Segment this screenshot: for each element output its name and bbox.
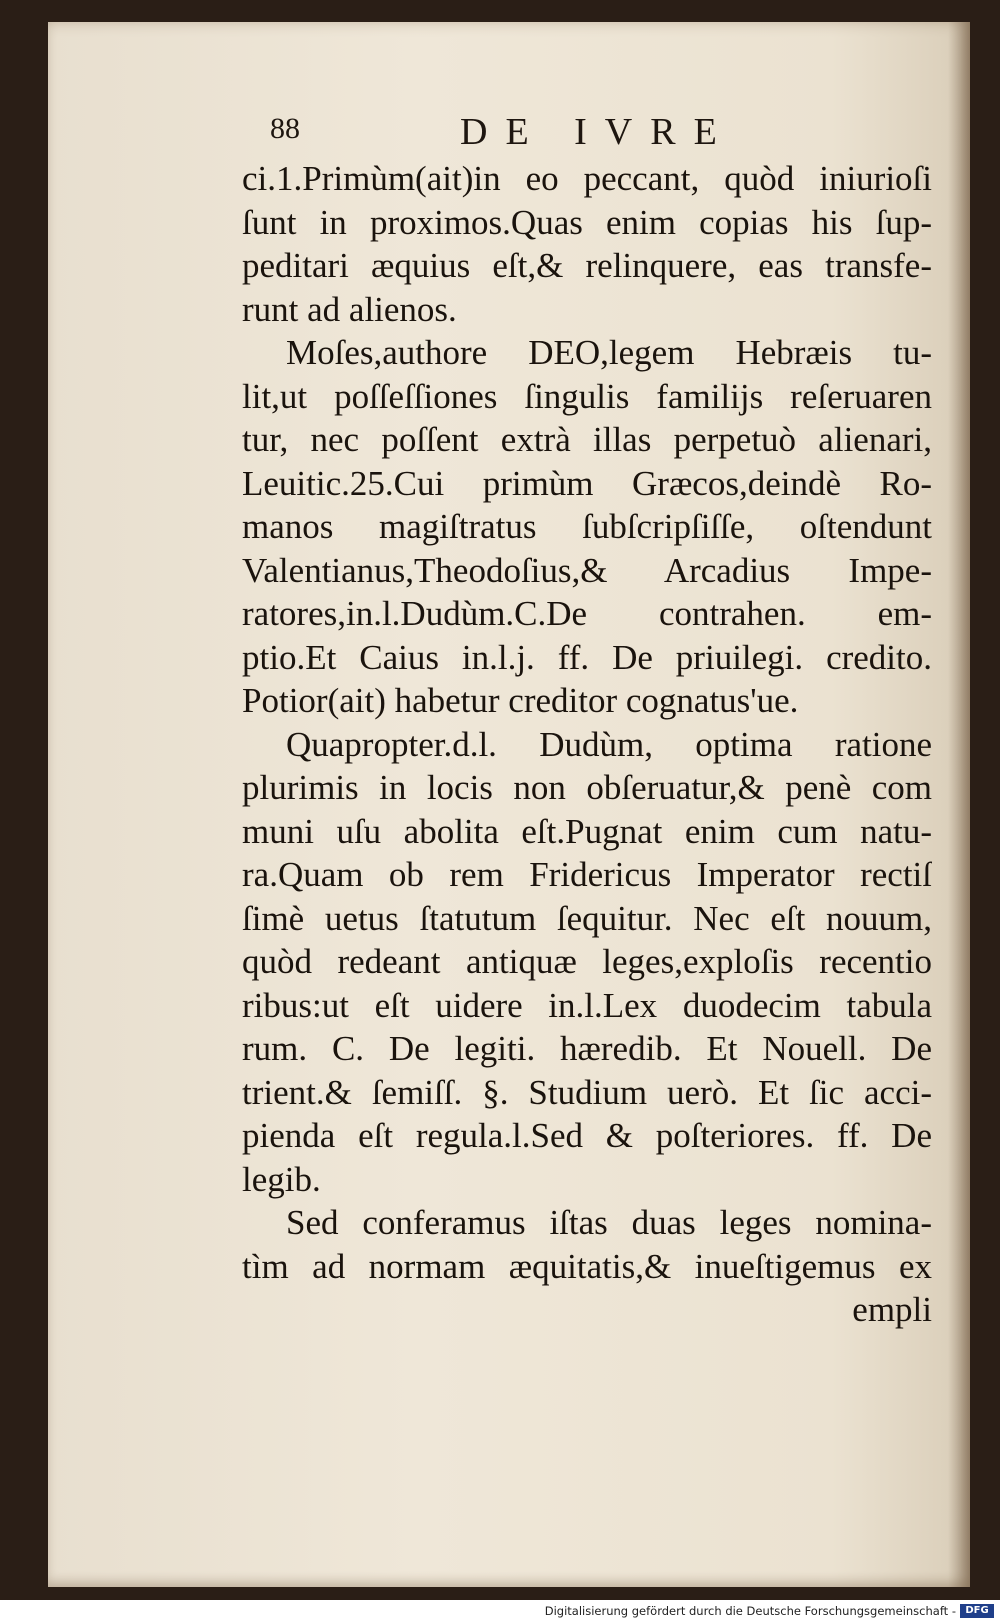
text-line: tìm ad normam æquitatis,& inueſtigemus ex	[242, 1246, 932, 1286]
text-line: tur, nec poſſent extrà illas perpetuò alienari,	[242, 420, 932, 459]
text-line: legib.	[242, 1159, 321, 1199]
text-line: Valentianus,Theodoſius,& Arcadius Impe-	[242, 550, 932, 590]
text-line: Leuitic.25.Cui primùm Græcos,deindè Ro-	[242, 463, 932, 503]
dfg-logo-icon: DFG	[960, 1604, 994, 1618]
funding-credit: Digitalisierung gefördert durch die Deutsche Forschungsgemeinschaft -	[544, 1604, 956, 1618]
running-head: DE IVRE	[460, 111, 735, 153]
text-line: Quapropter.d.l. Dudùm, optima ratione	[286, 724, 932, 764]
text-line: ratores,in.l.Dudùm.C.De contrahen. em-	[242, 594, 932, 633]
text-line: ſimè uetus ſtatutum ſequitur. Nec eſt nouum,	[242, 898, 932, 938]
text-line: rum. C. De legiti. hæredib. Et Nouell. De	[242, 1029, 932, 1068]
text-line: Potior(ait) habetur creditor cognatus'ue.	[242, 681, 799, 720]
text-line: ra.Quam ob rem Fridericus Imperator rectiſ	[242, 855, 932, 894]
page-number: 88	[270, 112, 300, 145]
text-line: ſunt in proximos.Quas enim copias his ſup-	[242, 202, 932, 242]
page-header	[270, 112, 770, 156]
text-line: manos magiſtratus ſubſcripſiſſe, oſtendunt	[242, 507, 932, 546]
body-text	[242, 157, 932, 1332]
text-line: lit,ut poſſeſſiones ſingulis familijs reſeruaren	[242, 376, 932, 416]
text-line: ci.1.Primùm(ait)in eo peccant, quòd iniurioſi	[242, 159, 932, 198]
text-line: Sed conferamus iſtas duas leges nomina-	[286, 1203, 932, 1242]
text-line: pienda eſt regula.l.Sed & poſteriores. ff. De	[242, 1116, 932, 1155]
text-line: plurimis in locis non obſeruatur,& penè com	[242, 768, 932, 807]
text-line: quòd redeant antiquæ leges,exploſis recentio	[242, 942, 932, 981]
text-line: ribus:ut eſt uidere in.l.Lex duodecim tabula	[242, 985, 932, 1025]
text-line: peditari æquius eſt,& relinquere, eas transfe-	[242, 246, 932, 285]
text-line: Moſes,authore DEO,legem Hebræis tu-	[286, 333, 932, 372]
text-line: trient.& ſemiſſ. §. Studium uerò. Et ſic acci-	[242, 1072, 932, 1112]
text-line: muni uſu abolita eſt.Pugnat enim cum natu-	[242, 811, 932, 851]
digitization-footer	[0, 1600, 1000, 1622]
text-line: ptio.Et Caius in.l.j. ff. De priuilegi. credito.	[242, 637, 932, 677]
catchword: empli	[852, 1290, 932, 1329]
page-gutter-shadow	[948, 22, 970, 1587]
text-line: runt ad alienos.	[242, 289, 457, 329]
